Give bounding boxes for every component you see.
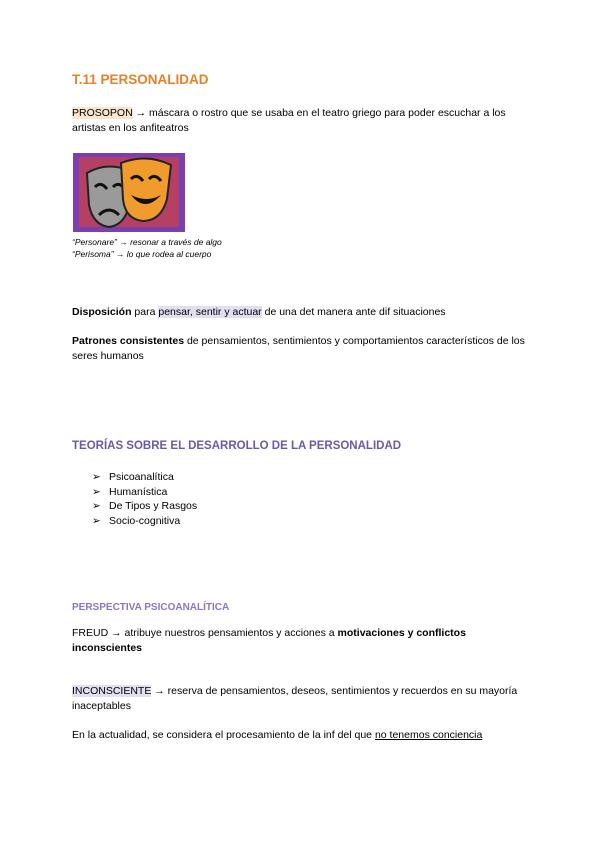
- list-item: [92, 470, 197, 485]
- inconsciente-definition: → reserva de pensamientos, deseos, sentimientos y recuerdos en su mayoría inaceptables: [72, 685, 518, 712]
- freud-text: FREUD → atribuye nuestros pensamientos y acciones a: [72, 627, 338, 639]
- bullet-arrow-icon: ➢: [92, 485, 101, 498]
- prosopon-definition: → máscara o rostro que se usaba en el teatro griego para poder escuchar a los artistas en los anfiteatros: [72, 107, 506, 134]
- list-item-label: Humanística: [109, 485, 168, 498]
- list-item: [92, 485, 197, 500]
- bullet-arrow-icon: ➢: [92, 500, 101, 512]
- freud-paragraph: [72, 626, 532, 656]
- caption-personare: “Personare” → resonar a través de algo: [72, 237, 222, 247]
- patrones-paragraph: [72, 334, 532, 364]
- inconsciente-paragraph: [72, 684, 532, 714]
- page-title: T.11 PERSONALIDAD: [72, 72, 209, 87]
- patrones-definition: de pensamientos, sentimientos y comportamientos característicos de los seres humanos: [72, 335, 525, 362]
- inconsciente-term: INCONSCIENTE: [72, 685, 152, 697]
- section-heading: PERSPECTIVA PSICOANALÍTICA: [72, 602, 230, 613]
- caption-perisoma: “Perisoma” → lo que rodea al cuerpo: [72, 249, 212, 259]
- disposicion-rest: de una det manera ante dif situaciones: [261, 306, 446, 318]
- prosopon-term: PROSOPON: [72, 107, 133, 119]
- list-item-label: De Tipos y Rasgos: [109, 500, 198, 512]
- bullet-arrow-icon: ➢: [92, 471, 101, 483]
- patrones-term: Patrones consistentes: [72, 335, 185, 347]
- theater-masks-icon: [73, 153, 185, 232]
- list-item: [92, 514, 197, 529]
- theories-list: [92, 470, 197, 528]
- list-item: [92, 499, 197, 514]
- actualidad-underline: no tenemos conciencia: [374, 729, 483, 741]
- actualidad-paragraph: [72, 728, 532, 743]
- disposicion-term: Disposición: [72, 306, 132, 318]
- list-item-label: Socio-cognitiva: [109, 514, 181, 527]
- theories-heading: TEORÍAS SOBRE EL DESARROLLO DE LA PERSONALIDAD: [72, 440, 402, 452]
- disposicion-connector: para: [131, 306, 159, 318]
- actualidad-text: En la actualidad, se considera el procesamiento de la inf del que: [72, 729, 375, 741]
- disposicion-highlight: pensar, sentir y actuar: [158, 306, 262, 318]
- bullet-arrow-icon: ➢: [92, 514, 101, 527]
- list-item-label: Psicoanalítica: [109, 471, 174, 483]
- freud-bold: motivaciones y conflictos inconscientes: [72, 627, 466, 654]
- disposicion-paragraph: [72, 305, 532, 320]
- prosopon-paragraph: [72, 106, 532, 136]
